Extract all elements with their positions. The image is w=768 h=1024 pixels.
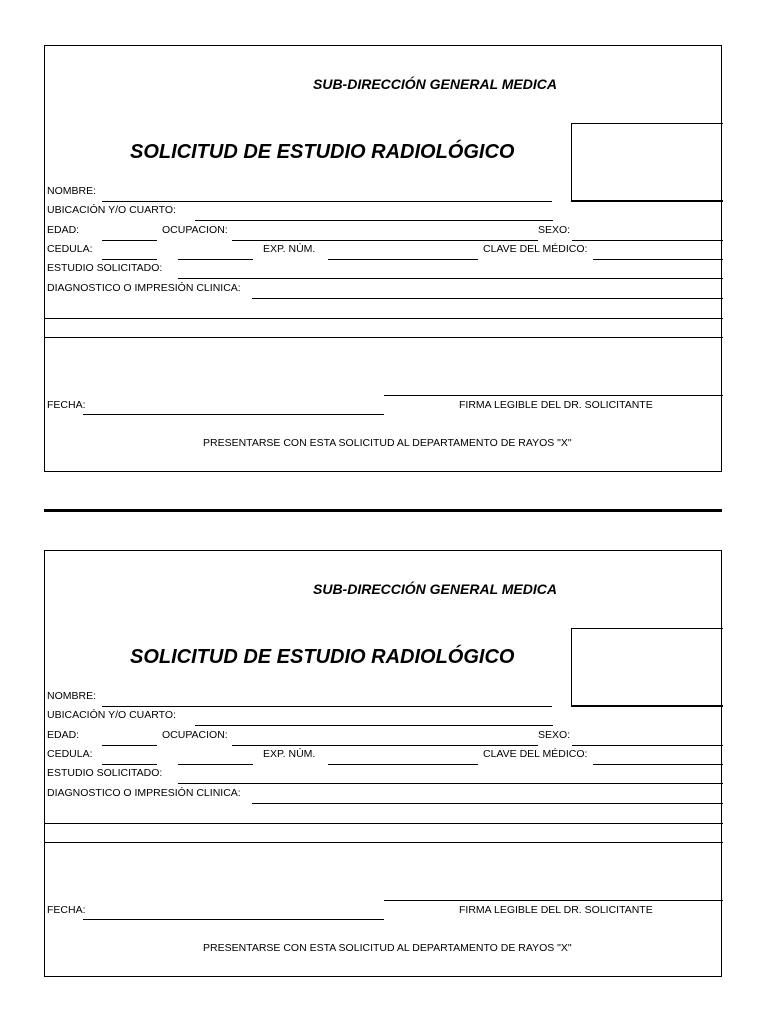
stamp-box-bottom-line bbox=[571, 706, 723, 707]
ocupacion-input-line[interactable] bbox=[232, 240, 538, 241]
footer-note: PRESENTARSE CON ESTA SOLICITUD AL DEPARTAMENTO DE RAYOS "X" bbox=[203, 942, 572, 954]
nombre-input-line[interactable] bbox=[102, 706, 552, 707]
section-divider bbox=[45, 842, 723, 843]
ocupacion-input-line[interactable] bbox=[232, 745, 538, 746]
request-form-bottom bbox=[44, 550, 722, 977]
clave-label: CLAVE DEL MÉDICO: bbox=[483, 243, 588, 255]
form-subtitle: SUB-DIRECCIÓN GENERAL MEDICA bbox=[313, 76, 557, 92]
nombre-label: NOMBRE: bbox=[47, 185, 97, 197]
edad-label: EDAD: bbox=[47, 224, 80, 236]
diagnostico-extra-line[interactable] bbox=[45, 823, 723, 824]
exp-input-line[interactable] bbox=[328, 259, 478, 260]
clave-input-line[interactable] bbox=[593, 259, 723, 260]
section-divider bbox=[45, 337, 723, 338]
diagnostico-input-line[interactable] bbox=[252, 298, 723, 299]
stamp-box bbox=[571, 123, 723, 201]
cedula-input-line-a[interactable] bbox=[102, 259, 157, 260]
cut-separator-line bbox=[44, 509, 722, 512]
fecha-label: FECHA: bbox=[47, 904, 86, 916]
ubicacion-input-line[interactable] bbox=[195, 725, 553, 726]
footer-note: PRESENTARSE CON ESTA SOLICITUD AL DEPARTAMENTO DE RAYOS "X" bbox=[203, 437, 572, 449]
exp-input-line[interactable] bbox=[328, 764, 478, 765]
sexo-input-line[interactable] bbox=[572, 745, 723, 746]
cedula-input-line-b[interactable] bbox=[178, 259, 253, 260]
fecha-label: FECHA: bbox=[47, 399, 86, 411]
form-title: SOLICITUD DE ESTUDIO RADIOLÓGICO bbox=[130, 646, 515, 668]
form-title: SOLICITUD DE ESTUDIO RADIOLÓGICO bbox=[130, 141, 515, 163]
stamp-box-bottom-line bbox=[571, 201, 723, 202]
clave-label: CLAVE DEL MÉDICO: bbox=[483, 748, 588, 760]
sexo-label: SEXO: bbox=[538, 224, 571, 236]
diagnostico-label: DIAGNOSTICO O IMPRESIÓN CLINICA: bbox=[47, 787, 241, 799]
ocupacion-label: OCUPACION: bbox=[162, 729, 228, 741]
cedula-input-line-b[interactable] bbox=[178, 764, 253, 765]
estudio-label: ESTUDIO SOLICITADO: bbox=[47, 767, 163, 779]
clave-input-line[interactable] bbox=[593, 764, 723, 765]
cedula-label: CEDULA: bbox=[47, 748, 93, 760]
form-subtitle: SUB-DIRECCIÓN GENERAL MEDICA bbox=[313, 581, 557, 597]
diagnostico-extra-line[interactable] bbox=[45, 318, 723, 319]
diagnostico-label: DIAGNOSTICO O IMPRESIÓN CLINICA: bbox=[47, 282, 241, 294]
ubicacion-label: UBICACIÓN Y/O CUARTO: bbox=[47, 204, 176, 216]
edad-input-line[interactable] bbox=[102, 745, 157, 746]
exp-label: EXP. NÚM. bbox=[263, 243, 316, 255]
estudio-input-line[interactable] bbox=[178, 783, 723, 784]
ubicacion-input-line[interactable] bbox=[195, 220, 553, 221]
nombre-input-line[interactable] bbox=[102, 201, 552, 202]
sexo-label: SEXO: bbox=[538, 729, 571, 741]
ocupacion-label: OCUPACION: bbox=[162, 224, 228, 236]
cedula-label: CEDULA: bbox=[47, 243, 93, 255]
estudio-input-line[interactable] bbox=[178, 278, 723, 279]
estudio-label: ESTUDIO SOLICITADO: bbox=[47, 262, 163, 274]
cedula-input-line-a[interactable] bbox=[102, 764, 157, 765]
request-form-top bbox=[44, 45, 722, 472]
firma-input-line[interactable] bbox=[384, 395, 723, 396]
edad-label: EDAD: bbox=[47, 729, 80, 741]
nombre-label: NOMBRE: bbox=[47, 690, 97, 702]
fecha-input-line[interactable] bbox=[83, 414, 384, 415]
ubicacion-label: UBICACIÓN Y/O CUARTO: bbox=[47, 709, 176, 721]
firma-input-line[interactable] bbox=[384, 900, 723, 901]
edad-input-line[interactable] bbox=[102, 240, 157, 241]
firma-label: FIRMA LEGIBLE DEL DR. SOLICITANTE bbox=[459, 399, 653, 411]
firma-label: FIRMA LEGIBLE DEL DR. SOLICITANTE bbox=[459, 904, 653, 916]
fecha-input-line[interactable] bbox=[83, 919, 384, 920]
diagnostico-input-line[interactable] bbox=[252, 803, 723, 804]
stamp-box bbox=[571, 628, 723, 706]
sexo-input-line[interactable] bbox=[572, 240, 723, 241]
exp-label: EXP. NÚM. bbox=[263, 748, 316, 760]
